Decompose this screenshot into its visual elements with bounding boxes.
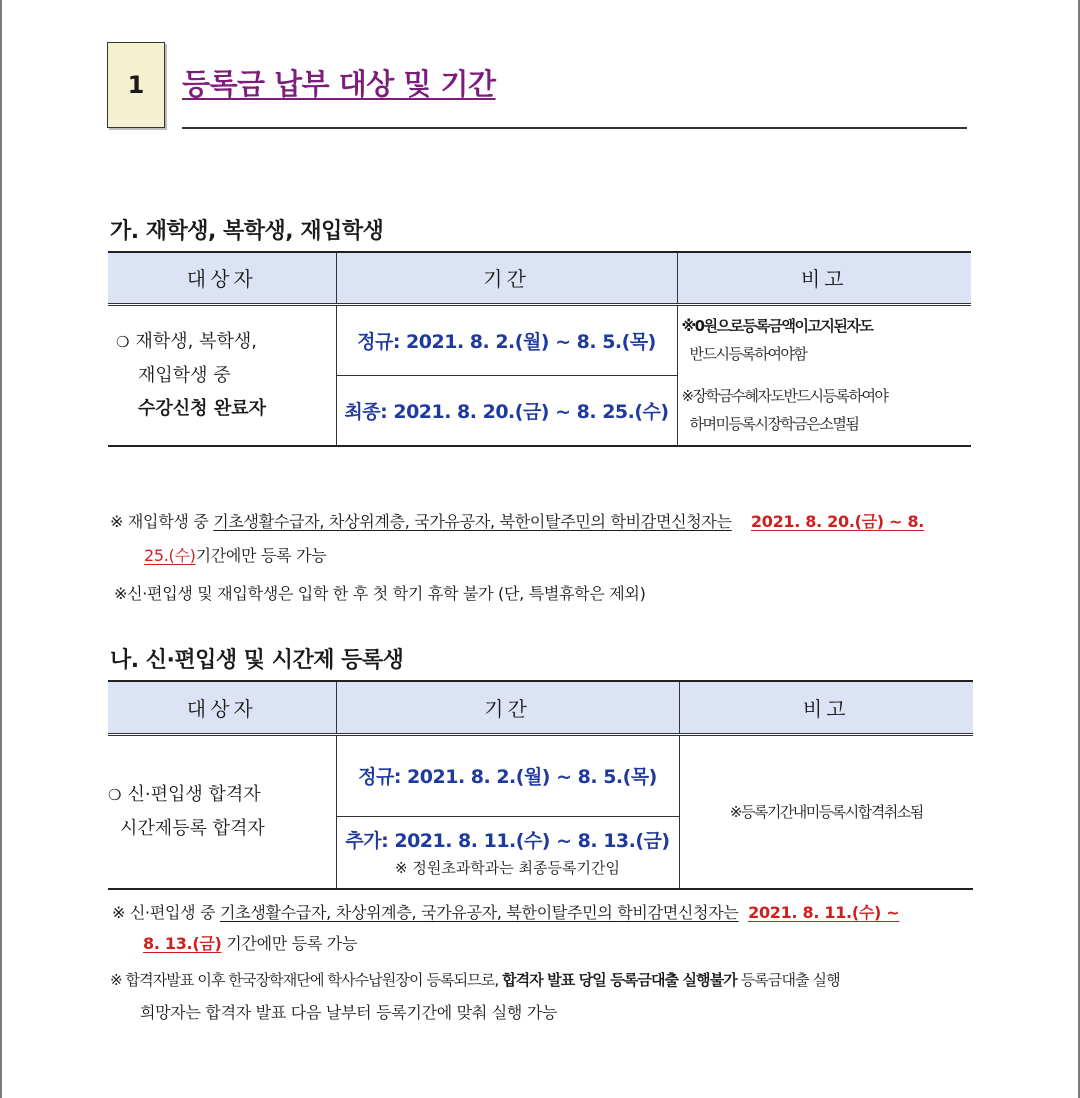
subheading-ga: 가. 재학생, 복학생, 재입학생 bbox=[110, 219, 384, 244]
ga-target-line3: 수강신청 완료자 bbox=[138, 398, 266, 420]
ga-note1-line1: ※0원으로등록금액이고지된자도 bbox=[681, 317, 873, 336]
ga-note1-cell bbox=[677, 304, 971, 375]
subheading-na: 나. 신·편입생 및 시간제 등록생 bbox=[110, 648, 404, 673]
ga-footnote1-line2: 25.(수)기간에만 등록 가능 bbox=[144, 546, 327, 565]
ga-note1-line2: 반드시등록하여야함 bbox=[689, 345, 807, 364]
header-period: 기간 bbox=[336, 252, 677, 304]
na-period-extra-cell bbox=[336, 816, 679, 889]
section-number-box bbox=[107, 42, 165, 128]
hollow-circle-icon: ❍ bbox=[116, 333, 130, 352]
hollow-circle-icon: ❍ bbox=[108, 786, 122, 805]
ga-note2-line2: 하며미등록시장학금은소멸됨 bbox=[689, 415, 859, 433]
section-title: 등록금 납부 대상 및 기간 bbox=[182, 67, 496, 101]
na-target-line2: 시간제등록 합격자 bbox=[120, 818, 265, 840]
section-title-rule bbox=[182, 127, 967, 129]
header-target: 대상자 bbox=[108, 681, 336, 734]
ga-period-regular: 정규: 2021. 8. 2.(월) ~ 8. 5.(목) bbox=[336, 304, 677, 375]
section-number: 1 bbox=[127, 71, 145, 99]
ga-target-line1: ❍ 재학생, 복학생, bbox=[116, 331, 257, 353]
header-period: 기간 bbox=[336, 681, 679, 734]
na-period-regular: 정규: 2021. 8. 2.(월) ~ 8. 5.(목) bbox=[336, 734, 679, 816]
na-footnote1-line2: 8. 13.(금) 기간에만 등록 가능 bbox=[143, 934, 358, 953]
header-note: 비고 bbox=[677, 252, 971, 304]
na-period-extra: 추가: 2021. 8. 11.(수) ~ 8. 13.(금) bbox=[345, 830, 670, 853]
ga-note2-cell bbox=[677, 375, 971, 446]
na-target-line1: ❍ 신·편입생 합격자 bbox=[108, 784, 261, 806]
ga-footnote2: ※신·편입생 및 재입학생은 입학 한 후 첫 학기 휴학 불가 (단, 특별휴학은 제외) bbox=[114, 584, 646, 603]
ga-note2-line1: ※장학금수혜자도반드시등록하여야 bbox=[681, 387, 888, 405]
table-ga-header-row bbox=[108, 252, 971, 304]
table-na bbox=[108, 680, 973, 890]
na-note: ※등록기간내미등록시합격취소됨 bbox=[679, 734, 973, 889]
header-target: 대상자 bbox=[108, 252, 336, 304]
table-ga bbox=[108, 251, 971, 447]
ga-period-final: 최종: 2021. 8. 20.(금) ~ 8. 25.(수) bbox=[336, 375, 677, 446]
na-footnote2-line2: 희망자는 합격자 발표 다음 날부터 등록기간에 맞춰 실행 가능 bbox=[140, 1003, 558, 1022]
ga-footnote1-line1: ※ 재입학생 중 기초생활수급자, 차상위계층, 국가유공자, 북한이탈주민의 학비감면신청자는 2021. 8. 20.(금) ~ 8. bbox=[110, 512, 925, 531]
ga-target-cell bbox=[108, 304, 336, 446]
table-na-header-row bbox=[108, 681, 973, 734]
na-footnote1-line1: ※ 신·편입생 중 기초생활수급자, 차상위계층, 국가유공자, 북한이탈주민의 학비감면신청자는 2021. 8. 11.(수) ~ bbox=[112, 903, 900, 922]
na-period-extra-note: ※ 정원초과학과는 최종등록기간임 bbox=[395, 859, 620, 878]
header-note: 비고 bbox=[679, 681, 973, 734]
na-target-cell bbox=[108, 734, 336, 889]
page-border-left bbox=[0, 0, 2, 1098]
na-footnote2-line1: ※ 합격자발표 이후 한국장학재단에 학사수납원장이 등록되므로, 합격자 발표 당일 등록금대출 실행불가 등록금대출 실행 bbox=[110, 971, 840, 989]
ga-target-line2: 재입학생 중 bbox=[138, 365, 231, 387]
